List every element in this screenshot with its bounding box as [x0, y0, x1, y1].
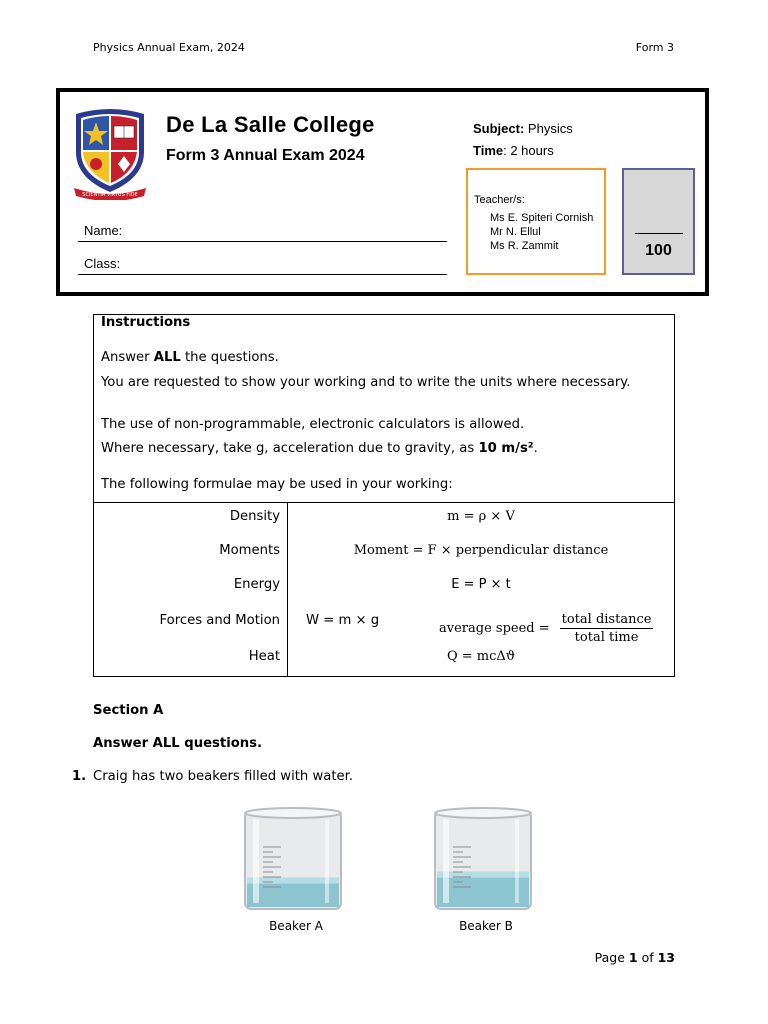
formula-name: Moments	[219, 543, 280, 558]
fraction-numerator: total distance	[561, 612, 652, 627]
formula-row-heat	[94, 643, 674, 673]
instruction-calculators: The use of non-programmable, electronic calculators is allowed.	[101, 417, 525, 432]
instructions-title: Instructions	[101, 315, 191, 330]
instruction-show-working: You are requested to show your working and to write the units where necessary.	[101, 375, 631, 390]
formula-name: Heat	[248, 649, 280, 664]
formulae-table	[94, 503, 674, 676]
teacher-item	[474, 211, 604, 225]
instructions-panel	[94, 315, 674, 503]
teacher-name: Mr N. Ellul	[490, 226, 541, 238]
college-name: De La Salle College	[166, 112, 375, 137]
section-subtitle: Answer ALL questions.	[93, 736, 263, 751]
name-field[interactable]	[78, 223, 447, 242]
formula-row-moments	[94, 537, 674, 567]
crest-motto: SCIENTIA VIRTUS FIDE	[82, 192, 138, 198]
time-label: Time	[473, 143, 504, 158]
teacher-name: Ms E. Spiteri Cornish	[490, 212, 594, 224]
formula-expression: E = P × t	[451, 577, 511, 592]
teacher-box	[466, 168, 606, 275]
instruction-formulae: The following formulae may be used in your working:	[101, 477, 453, 492]
score-entry-line	[635, 233, 683, 234]
teacher-item	[474, 239, 604, 253]
teacher-list	[474, 211, 604, 253]
score-box[interactable]	[622, 168, 695, 275]
subject-label: Subject:	[473, 121, 525, 136]
formula-expression: Moment = F × perpendicular distance	[353, 543, 609, 558]
instruction-answer-all: Answer ALL the questions.	[101, 350, 279, 365]
question-text: Craig has two beakers filled with water.	[93, 769, 354, 784]
subject-value: Physics	[527, 121, 573, 136]
fraction-denominator: total time	[574, 630, 639, 645]
formula-name: Forces and Motion	[159, 613, 280, 628]
college-crest-icon	[72, 108, 148, 200]
time-line	[473, 143, 554, 158]
subject-line	[473, 121, 573, 136]
fraction	[560, 612, 654, 645]
beaker-a-icon	[241, 803, 345, 915]
formula-name: Energy	[233, 577, 280, 592]
running-header-right: Form 3	[635, 41, 674, 54]
class-field[interactable]	[78, 256, 447, 275]
name-label: Name:	[84, 223, 123, 238]
teachers-label: Teacher/s:	[474, 194, 525, 206]
running-header	[93, 41, 674, 54]
formula-average-speed	[439, 612, 653, 645]
instruction-gravity: Where necessary, take g, acceleration due to gravity, as 10 m/s².	[101, 441, 538, 456]
teacher-item	[474, 225, 604, 239]
score-total: 100	[645, 242, 672, 259]
question-number: 1.	[72, 769, 87, 784]
class-label: Class:	[84, 256, 121, 271]
time-value: : 2 hours	[503, 143, 554, 158]
teacher-name: Ms R. Zammit	[490, 240, 559, 252]
beaker-a-label: Beaker A	[269, 919, 323, 933]
running-header-left: Physics Annual Exam, 2024	[93, 41, 245, 54]
formula-row-forces-motion	[94, 607, 674, 645]
beaker-b-label: Beaker B	[459, 919, 513, 933]
exam-title: Form 3 Annual Exam 2024	[166, 147, 365, 164]
formula-expression: Q = mcΔϑ	[446, 649, 516, 664]
beaker-b-icon	[431, 803, 535, 915]
section-title: Section A	[93, 703, 164, 718]
exam-header-box	[56, 88, 709, 296]
formula-name: Density	[229, 509, 280, 524]
average-speed-label: average speed =	[439, 621, 550, 636]
formula-row-density	[94, 503, 674, 533]
instructions-table	[93, 314, 675, 677]
formula-expression: m = ρ × V	[447, 509, 515, 524]
formula-weight: W = m × g	[306, 613, 380, 628]
page-number: Page 1 of 13	[594, 950, 675, 965]
formula-row-energy	[94, 571, 674, 601]
